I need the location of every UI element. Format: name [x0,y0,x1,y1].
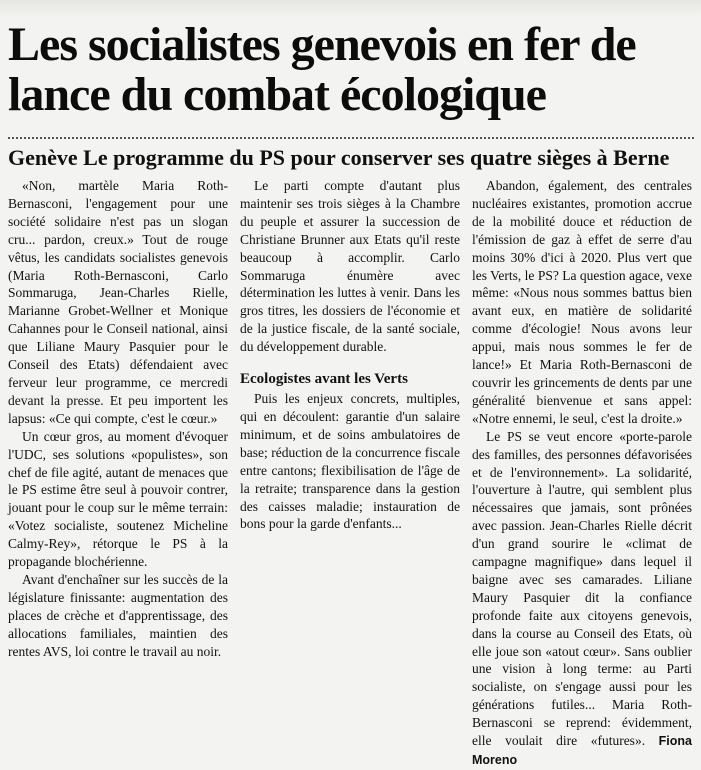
section-heading: Ecologistes avant les Verts [240,371,408,388]
article-column-2 [240,177,460,712]
paragraph-7-text: Le PS se veut encore «porte-parole des familles, des personnes défavorisées et de l'environnement». La solidarité, l'ouverture à l'autre, qui semblent plus nécessaires que jamais, sont prônées avec passion. Jean-Charles Rielle décrit d'un grand sourire le «climat de campagne magnifique» dans lequel il baigne avec ses camarades. Liliane Maury Pasquier dit la confiance profonde faite aux citoyens genevois, dans la course au Conseil des Etats, où elle joue son «atout cœur». Sans oublier une vision à long terme: au Parti socialiste, on s'engage aussi pour les générations futiles... Maria Roth-Bernasconi se reprend: évidemment, elle voulait dire «futures». [472,428,692,749]
byline: Fiona Moreno [472,734,692,767]
paragraph-5: Puis les enjeux concrets, multiples, qui en découlent: garantie d'un salaire minimum, et de soins ambulatoires de base; réduction de la concurrence fiscale entre cantons; flexibilisation de l'âge de la retraite; transparence dans la gestion des caisses maladie; instauration de bons pour la garde d'enfants... [240,391,460,532]
paragraph-2: Un cœur gros, au moment d'évoquer l'UDC, ses solutions «populistes», son chef de file agité, autant de menaces que le PS estime être seul à pouvoir contrer, jouant pour le coup sur le même terrain: «Votez socialiste, soutenez Micheline Calmy-Rey», rétorque le PS à la propagande blochérienne. [8,428,228,570]
paragraph-1: «Non, martèle Maria Roth-Bernasconi, l'engagement pour une société solidaire n'est pas un slogan cru... pardon, creux.» Tout de rouge vêtus, les candidats socialistes genevois (Maria Roth-Bernasconi, Carlo Sommaruga, Jean-Charles Rielle, Marianne Grobet-Wellner et Monique Cahannes pour le Conseil national, ainsi que Liliane Maury Pasquier pour le Conseil des Etats) défendaient avec ferveur leur programme, ce mercredi devant la presse. Et peu importent les lapsus: «Ce qui compte, c'est le cœur.» [8,178,228,426]
dotted-divider [8,137,694,139]
article-column-1 [8,177,228,712]
paragraph-3: Avant d'enchaîner sur les succès de la législature finissante: augmentation des places de crèche et d'apprentissage, des allocations familiales, maintien des rentes AVS, loi contre le travail au noir. [8,571,228,659]
previous-article-bleed [0,0,701,18]
article-column-3 [472,177,692,767]
subhead [8,144,698,172]
subhead-kicker: Genève [8,145,78,170]
paragraph-4: Le parti compte d'autant plus maintenir ses trois sièges à la Chambre du peuple et assurer la succession de Christiane Brunner aux Etats qu'il reste beaucoup à accomplir. Carlo Sommaruga énumère avec détermination les luttes à venir. Dans les gros titres, les dossiers de l'économie et de la justice fiscale, de la santé sociale, du développement durable. [240,178,460,355]
headline: Les socialistes genevois en fer de lance du combat écologique [8,18,636,121]
paragraph-6: Abandon, également, des centrales nucléaires existantes, promotion accrue de la mobilité douce et réduction de l'émission de gaz à effet de serre d'au moins 30% d'ici à 2020. Plus vert que les Verts, le PS? La question agace, vexe même: «Nous nous sommes battus bien avant eux, en matière de solidarité comme d'écologie! Nous avons leur appui, mais nous sommes le fer de lance!» Et Maria Roth-Bernasconi de couvrir les grincements de dents par une généralité bienvenue et sans appel: «Notre ennemi, le seul, c'est la droite.» [472,178,692,426]
subhead-text: Le programme du PS pour conserver ses quatre sièges à Berne [83,145,670,170]
paragraph-7 [472,428,692,770]
